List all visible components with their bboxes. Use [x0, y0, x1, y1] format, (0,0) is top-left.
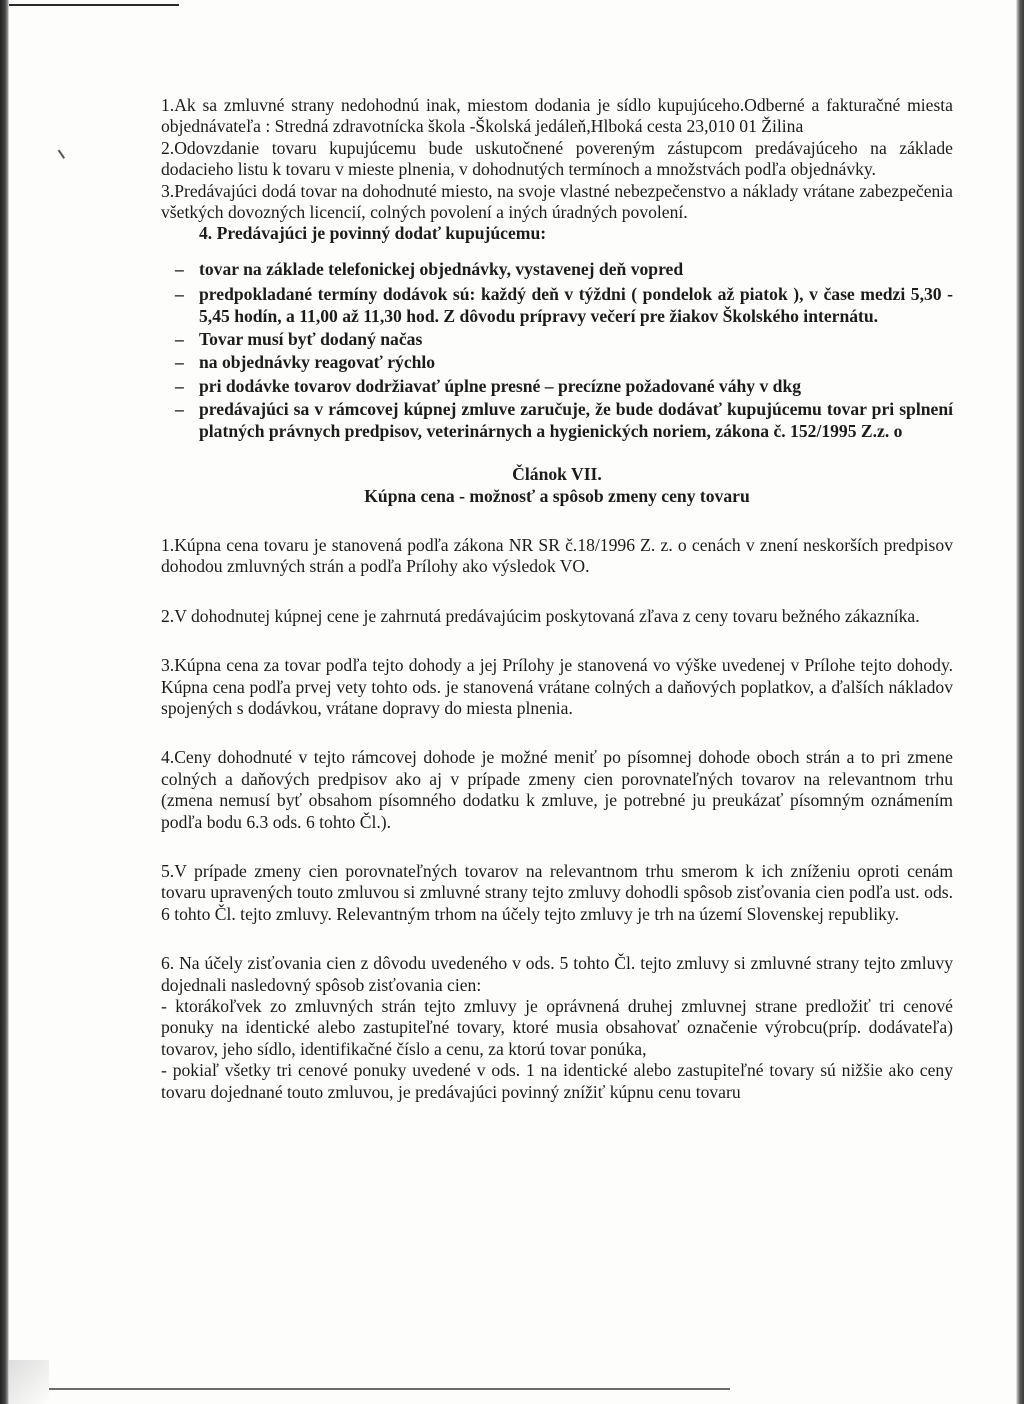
list-item-text: predpokladané termíny dodávok sú: každý deň v týždni ( pondelok až piatok ), v čase medzi 5,30 - 5,45 hodín, a 11,00 až 11,30 hod. Z dôvodu prípravy večerí pre žiakov Školského internátu.	[199, 284, 953, 326]
scan-corner-shadow	[9, 1360, 49, 1404]
article-paragraph-1: 1.Kúpna cena tovaru je stanovená podľa zákona NR SR č.18/1996 Z. z. o cenách v znení neskorších predpisov dohodou zmluvných strán a podľa Prílohy ako výsledok VO.	[161, 534, 953, 577]
dash-bullet: –	[175, 352, 184, 373]
scan-tick-mark	[58, 147, 69, 159]
document-page	[161, 95, 953, 1103]
list-item	[161, 376, 953, 397]
paragraph-2: 2.Odovzdanie tovaru kupujúcemu bude uskutočnené povereným zástupcom predávajúceho na základe dodacieho listu k tovaru v mieste plnenia, v dohodnutých termínoch a množstvách podľa objednávky.	[161, 137, 953, 180]
dash-bullet: –	[175, 375, 184, 396]
scan-top-mark	[9, 4, 179, 6]
list-item	[161, 399, 953, 442]
scan-right-edge	[1016, 0, 1024, 1404]
paragraph-4-heading: 4. Predávajúci je povinný dodať kupujúcemu:	[199, 223, 547, 244]
article-paragraph-4: 4.Ceny dohodnuté v tejto rámcovej dohode je možné meniť po písomnej dohode oboch strán a to pri zmene colných a daňových predpisov ako aj v prípade zmeny cien porovnateľných tovarov na relevantnom trhu (zmena nemusí byť obsahom písomného dodatku k zmluve, je potrebné ju preukázať písomným oznámením podľa bodu 6.3 ods. 6 tohto Čl.).	[161, 747, 953, 832]
dash-bullet: –	[175, 399, 184, 420]
list-item-text: tovar na základe telefonickej objednávky, vystavenej deň vopred	[199, 258, 684, 279]
list-item-text: pri dodávke tovarov dodržiavať úplne presné – precízne požadované váhy v dkg	[199, 375, 802, 396]
article-paragraph-6-line-2: - pokiaľ všetky tri cenové ponuky uvedené v ods. 1 na identické alebo zastupiteľné tovary sú nižšie ako ceny tovaru dojednané touto zmluvou, je predávajúci povinný znížiť kúpnu cenu tovaru	[161, 1060, 953, 1102]
list-item	[161, 352, 953, 373]
article-number: Článok VII.	[512, 464, 602, 485]
article-paragraph-2: 2.V dohodnutej kúpnej cene je zahrnutá predávajúcim poskytovaná zľava z ceny tovaru bežného zákazníka.	[161, 605, 920, 626]
dash-bullet: –	[175, 284, 184, 305]
article-title: Kúpna cena - možnosť a spôsob zmeny ceny tovaru	[364, 485, 750, 506]
article-paragraph-3: 3.Kúpna cena za tovar podľa tejto dohody a jej Prílohy je stanovená vo výške uvedenej v Prílohe tejto dohody. Kúpna cena podľa prvej vety tohto ods. je stanovená vrátane colných a daňových poplatkov, a ďalších nákladov spojených s dodávkou, vrátane dopravy do miesta plnenia.	[161, 655, 953, 718]
paragraph-1: 1.Ak sa zmluvné strany nedohodnú inak, miestom dodania je sídlo kupujúceho.Odberné a fakturačné miesta objednávateľa : Stredná zdravotnícka škola -Školská jedáleň,Hlboká cesta 23,010 01 Žilina	[161, 95, 953, 137]
article-paragraph-6-intro: 6. Na účely zisťovania cien z dôvodu uvedeného v ods. 5 tohto Čl. tejto zmluvy si zmluvné strany tejto zmluvy dojednali nasledovný spôsob zisťovania cien:	[161, 953, 953, 995]
obligations-list	[161, 259, 953, 442]
list-item	[161, 329, 953, 350]
scan-left-edge	[0, 0, 9, 1404]
list-item	[161, 259, 953, 280]
article-paragraph-6-line-1: - ktorákoľvek zo zmluvných strán tejto zmluvy je oprávnená druhej zmluvnej strane predložiť tri cenové ponuky na identické alebo zastupiteľné tovary, ktoré musia obsahovať označenie výrobcu(príp. dodávateľa) tovarov, jeho sídlo, identifikačné číslo a cenu, za ktorú tovar ponúka,	[161, 996, 953, 1059]
dash-bullet: –	[175, 329, 184, 350]
scan-bottom-mark	[30, 1388, 730, 1390]
dash-bullet: –	[175, 258, 184, 279]
article-paragraph-5: 5.V prípade zmeny cien porovnateľných tovarov na relevantnom trhu smerom k ich zníženiu oproti cenám tovaru upravených touto zmluvou si zmluvné strany tejto zmluvy dohodli spôsob zisťovania cien podľa ust. ods. 6 tohto Čl. tejto zmluvy. Relevantným trhom na účely tejto zmluvy je trh na území Slovenskej republiky.	[161, 860, 953, 924]
list-item	[161, 284, 953, 327]
list-item-text: na objednávky reagovať rýchlo	[199, 352, 436, 373]
paragraph-3: 3.Predávajúci dodá tovar na dohodnuté miesto, na svoje vlastné nebezpečenstvo a náklady vrátane zabezpečenia všetkých dovozných licencií, colných povolení a iných úradných povolení.	[161, 180, 953, 223]
list-item-text: Tovar musí byť dodaný načas	[199, 329, 423, 350]
list-item-text: predávajúci sa v rámcovej kúpnej zmluve zaručuje, že bude dodávať kupujúcemu tovar pri splnení platných právnych predpisov, veterinárnych a hygienických noriem, zákona č. 152/1995 Z.z. o	[199, 399, 953, 441]
